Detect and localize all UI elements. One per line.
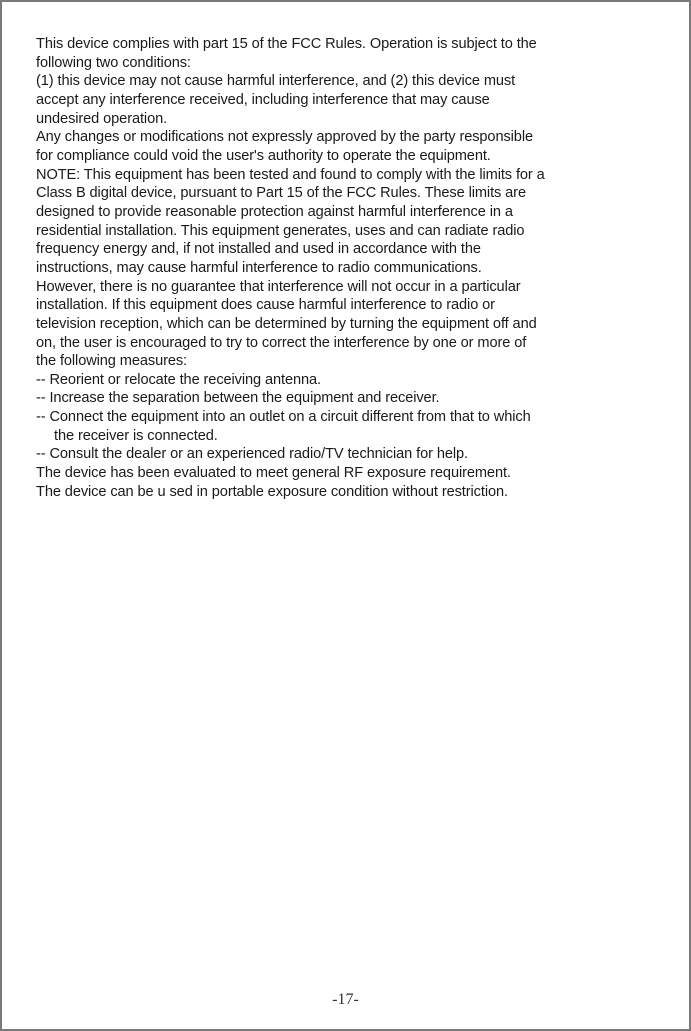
text-line: The device has been evaluated to meet general RF exposure requirement. — [36, 465, 511, 482]
text-line: instructions, may cause harmful interference to radio communications. — [36, 259, 482, 276]
text-line: Class B digital device, pursuant to Part 15 of the FCC Rules. These limits are — [36, 185, 526, 202]
measure-item-continuation: the receiver is connected. — [54, 427, 218, 444]
text-line: (1) this device may not cause harmful interference, and (2) this device must — [36, 73, 516, 90]
text-line: residential installation. This equipment generates, uses and can radiate radio — [36, 222, 525, 239]
text-line: NOTE: This equipment has been tested and found to comply with the limits for a — [36, 166, 545, 183]
text-line: This device complies with part 15 of the FCC Rules. Operation is subject to the — [36, 36, 537, 52]
text-line: designed to provide reasonable protection against harmful interference in a — [36, 203, 513, 220]
measure-item: -- Reorient or relocate the receiving antenna. — [36, 371, 322, 388]
text-line: Any changes or modifications not expressly approved by the party responsible — [36, 129, 533, 146]
measure-item: -- Consult the dealer or an experienced radio/TV technician for help. — [36, 446, 468, 463]
text-line: undesired operation. — [36, 110, 168, 127]
text-line: accept any interference received, including interference that may cause — [36, 91, 490, 108]
text-line: for compliance could void the user's authority to operate the equipment. — [36, 147, 491, 164]
text-line: the following measures: — [36, 353, 188, 370]
measure-item: -- Connect the equipment into an outlet on a circuit different from that to which — [36, 409, 531, 426]
text-line: following two conditions: — [36, 54, 191, 71]
fcc-statement — [36, 35, 666, 501]
text-line: television reception, which can be determined by turning the equipment off and — [36, 315, 537, 332]
text-line: The device can be u sed in portable exposure condition without restriction. — [36, 483, 508, 500]
text-line: However, there is no guarantee that interference will not occur in a particular — [36, 278, 521, 295]
text-line: installation. If this equipment does cause harmful interference to radio or — [36, 297, 495, 314]
text-line: frequency energy and, if not installed and used in accordance with the — [36, 241, 481, 258]
page-number: -17- — [332, 991, 359, 1008]
text-line: on, the user is encouraged to try to correct the interference by one or more of — [36, 334, 527, 351]
measure-item: -- Increase the separation between the equipment and receiver. — [36, 390, 440, 407]
